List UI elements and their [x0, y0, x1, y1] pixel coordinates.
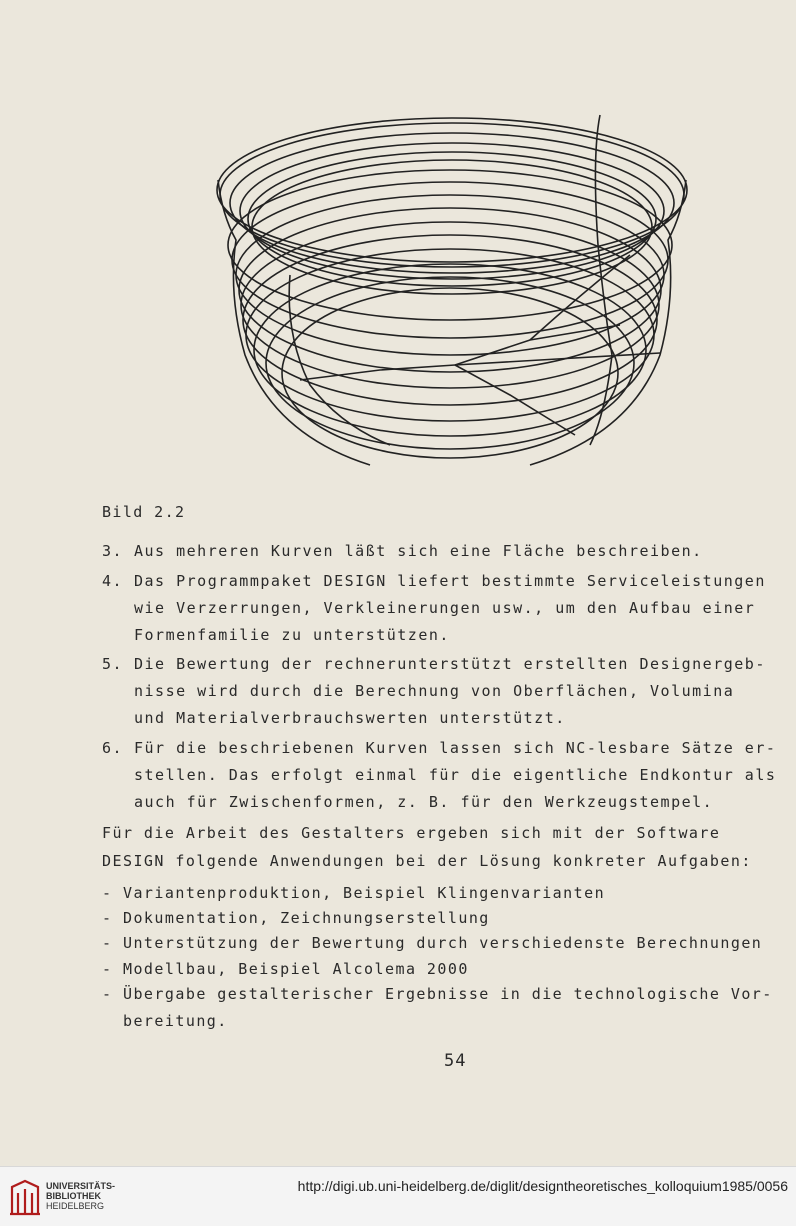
- list-item: [102, 735, 777, 816]
- list-item-text: Die Bewertung der rechnerunterstützt erstellten Designergeb-: [134, 655, 766, 673]
- bullet-item: bereitung.: [102, 1012, 228, 1030]
- paragraph-line: DESIGN folgende Anwendungen bei der Lösung konkreter Aufgaben:: [102, 852, 752, 870]
- list-item-text: Für die beschriebenen Kurven lassen sich NC-lesbare Sätze er-: [134, 739, 777, 757]
- list-item-text: auch für Zwischenformen, z. B. für den Werkzeugstempel.: [134, 793, 714, 811]
- page-number: 54: [444, 1051, 467, 1071]
- bullet-item: - Variantenproduktion, Beispiel Klingenvarianten: [102, 884, 606, 902]
- list-item-number: 4.: [102, 572, 124, 590]
- university-library-logo-icon: [8, 1177, 42, 1217]
- library-name-line: BIBLIOTHEK: [46, 1191, 101, 1201]
- list-item-number: 6.: [102, 739, 124, 757]
- bullet-item: - Übergabe gestalterischer Ergebnisse in die technologische Vor-: [102, 985, 773, 1003]
- list-item: [102, 568, 772, 649]
- figure-caption: Bild 2.2: [102, 503, 186, 521]
- list-item-text: und Materialverbrauchswerten unterstützt.: [134, 709, 566, 727]
- source-url-link[interactable]: http://digi.ub.uni-heidelberg.de/diglit/designtheoretisches_kolloquium1985/0056: [297, 1178, 788, 1194]
- bullet-item: - Modellbau, Beispiel Alcolema 2000: [102, 960, 469, 978]
- list-item: [102, 651, 772, 732]
- list-item-text: wie Verzerrungen, Verkleinerungen usw., um den Aufbau einer: [134, 599, 756, 617]
- list-item-text: Das Programmpaket DESIGN liefert bestimmte Serviceleistungen: [134, 572, 766, 590]
- list-item-text: stellen. Das erfolgt einmal für die eigentliche Endkontur als: [134, 766, 777, 784]
- library-name-line: UNIVERSITÄTS-: [46, 1181, 116, 1191]
- library-name: [46, 1181, 115, 1211]
- list-item-text: Formenfamilie zu unterstützen.: [134, 626, 450, 644]
- list-item-text: Aus mehreren Kurven läßt sich eine Fläche beschreiben.: [134, 542, 703, 560]
- bullet-item: - Dokumentation, Zeichnungserstellung: [102, 909, 490, 927]
- footer-bar: [0, 1166, 796, 1226]
- list-item-text: nisse wird durch die Berechnung von Oberflächen, Volumina: [134, 682, 735, 700]
- list-item-number: 3.: [102, 542, 124, 560]
- paragraph-line: Für die Arbeit des Gestalters ergeben sich mit der Software: [102, 824, 721, 842]
- list-item-number: 5.: [102, 655, 124, 673]
- library-name-line: HEIDELBERG: [46, 1201, 105, 1211]
- bullet-item: - Unterstützung der Bewertung durch verschiedenste Berechnungen: [102, 934, 763, 952]
- wireframe-bowl-figure: [200, 95, 700, 485]
